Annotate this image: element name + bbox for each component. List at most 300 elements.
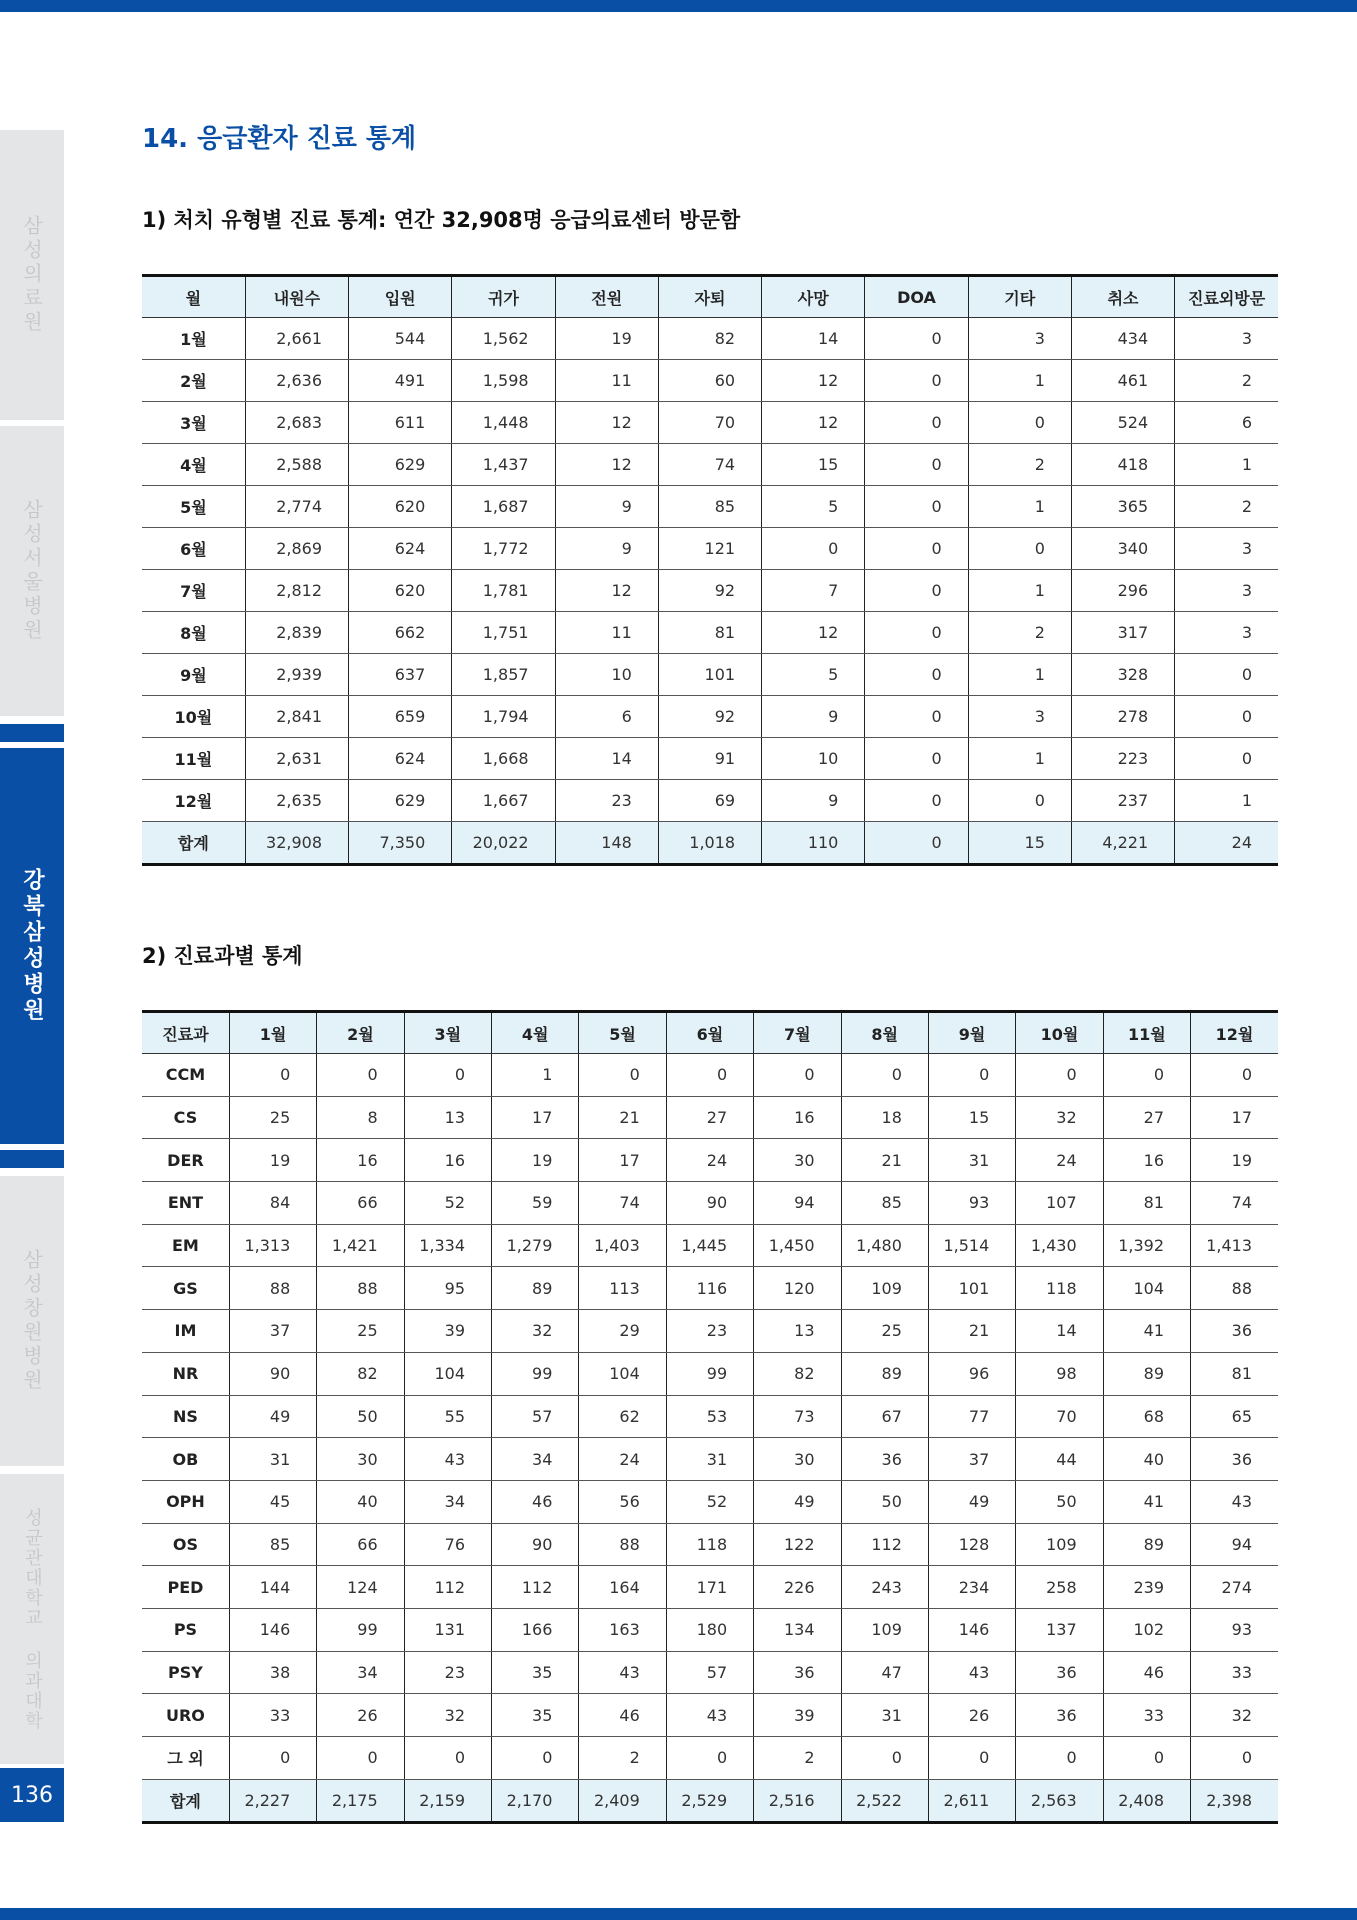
table-cell: 1,562 [452,318,555,360]
row-label: 1월 [142,318,245,360]
column-header: 12월 [1191,1012,1279,1054]
table-cell: 53 [666,1395,753,1438]
table-cell: 118 [666,1523,753,1566]
table-cell: 226 [754,1566,841,1609]
table-cell: 70 [658,402,761,444]
table-cell: 73 [754,1395,841,1438]
table-cell: 2,170 [492,1779,579,1823]
table-cell: 37 [928,1438,1015,1481]
table-cell: 70 [1016,1395,1103,1438]
table-cell: 0 [404,1737,491,1780]
table-cell: 45 [229,1480,316,1523]
table-cell: 88 [317,1267,404,1310]
table-cell: 39 [754,1694,841,1737]
table-cell: 2,869 [245,528,348,570]
row-label: IM [142,1310,229,1353]
table-cell: 3 [1175,318,1278,360]
table-cell: 31 [666,1438,753,1481]
table-row [142,318,1278,360]
table-cell: 50 [317,1395,404,1438]
table-cell: 89 [1103,1352,1190,1395]
bottom-accent-bar [0,1908,1357,1920]
table-cell: 37 [229,1310,316,1353]
table-cell: 29 [579,1310,666,1353]
table-cell: 0 [317,1737,404,1780]
row-label: 합계 [142,822,245,865]
row-label: NS [142,1395,229,1438]
table-cell: 88 [1191,1267,1279,1310]
table-row [142,528,1278,570]
table-cell: 1,279 [492,1224,579,1267]
table-cell: 2,611 [928,1779,1015,1823]
table-cell: 43 [579,1651,666,1694]
table-cell: 2,661 [245,318,348,360]
table-cell: 81 [658,612,761,654]
table-cell: 41 [1103,1310,1190,1353]
table-cell: 1,421 [317,1224,404,1267]
column-header: 7월 [754,1012,841,1054]
table-cell: 0 [666,1054,753,1097]
table-cell: 24 [579,1438,666,1481]
table-cell: 0 [1191,1737,1279,1780]
table-cell: 99 [492,1352,579,1395]
table-cell: 0 [865,318,968,360]
table-cell: 146 [928,1608,1015,1651]
table-cell: 32 [492,1310,579,1353]
table-cell: 77 [928,1395,1015,1438]
table-cell: 0 [865,486,968,528]
table-cell: 1 [492,1054,579,1097]
table-cell: 2,408 [1103,1779,1190,1823]
table-cell: 2,588 [245,444,348,486]
table-cell: 1,018 [658,822,761,865]
table-cell: 662 [349,612,452,654]
table-cell: 9 [555,486,658,528]
table-row [142,1352,1278,1395]
table-row [142,1139,1278,1182]
table-cell: 50 [1016,1480,1103,1523]
table-cell: 92 [658,570,761,612]
column-header: 진료외방문 [1175,276,1278,318]
table-cell: 0 [928,1054,1015,1097]
table-cell: 1,448 [452,402,555,444]
table-cell: 21 [841,1139,928,1182]
table-cell: 16 [317,1139,404,1182]
table-cell: 2,812 [245,570,348,612]
row-label: OPH [142,1480,229,1523]
table-cell: 44 [1016,1438,1103,1481]
table-cell: 171 [666,1566,753,1609]
table-cell: 36 [1016,1651,1103,1694]
row-label: CCM [142,1054,229,1097]
table-cell: 0 [492,1737,579,1780]
row-label: CS [142,1096,229,1139]
table-cell: 620 [349,486,452,528]
row-label: 9월 [142,654,245,696]
column-header: 11월 [1103,1012,1190,1054]
table-cell: 0 [229,1737,316,1780]
table-cell: 23 [555,780,658,822]
table-cell: 0 [841,1737,928,1780]
table-cell: 2 [968,444,1071,486]
table-cell: 62 [579,1395,666,1438]
column-header: 월 [142,276,245,318]
table-cell: 26 [317,1694,404,1737]
table-cell: 0 [404,1054,491,1097]
table-cell: 0 [865,612,968,654]
table-cell: 94 [754,1182,841,1225]
table-cell: 2,774 [245,486,348,528]
table-cell: 57 [492,1395,579,1438]
table-cell: 50 [841,1480,928,1523]
table-cell: 120 [754,1267,841,1310]
table-cell: 9 [555,528,658,570]
table-cell: 7,350 [349,822,452,865]
table-cell: 146 [229,1608,316,1651]
table-cell: 90 [229,1352,316,1395]
table-row [142,1310,1278,1353]
table-cell: 2,516 [754,1779,841,1823]
table-cell: 166 [492,1608,579,1651]
table-cell: 1,430 [1016,1224,1103,1267]
table-cell: 0 [1175,654,1278,696]
sidebar-item-kangbuk-samsung[interactable] [0,748,64,1144]
table-cell: 12 [555,444,658,486]
table-row [142,1523,1278,1566]
table-row [142,612,1278,654]
table-cell: 13 [404,1096,491,1139]
sidebar-item-skku-medicine[interactable] [0,1474,64,1764]
table-cell: 36 [841,1438,928,1481]
table-cell: 1,392 [1103,1224,1190,1267]
table-cell: 19 [492,1139,579,1182]
table-cell: 27 [666,1096,753,1139]
table-cell: 1,514 [928,1224,1015,1267]
table-row [142,444,1278,486]
table-cell: 620 [349,570,452,612]
table-cell: 38 [229,1651,316,1694]
row-label: 8월 [142,612,245,654]
table-row [142,696,1278,738]
table-cell: 24 [1016,1139,1103,1182]
row-label: 12월 [142,780,245,822]
table-cell: 90 [666,1182,753,1225]
sidebar-item-samsung-seoul[interactable] [0,426,64,716]
table-cell: 1,857 [452,654,555,696]
table-cell: 93 [1191,1608,1279,1651]
table-cell: 84 [229,1182,316,1225]
table-cell: 0 [1175,696,1278,738]
table-cell: 2,841 [245,696,348,738]
row-label: NR [142,1352,229,1395]
column-header: 4월 [492,1012,579,1054]
table-cell: 7 [762,570,865,612]
table-cell: 611 [349,402,452,444]
table-cell: 49 [754,1480,841,1523]
column-header: 전원 [555,276,658,318]
column-header: 내원수 [245,276,348,318]
table-row [142,654,1278,696]
table-cell: 6 [1175,402,1278,444]
table-row [142,1438,1278,1481]
table-row [142,1096,1278,1139]
table-total-row [142,1779,1278,1823]
table-cell: 0 [1103,1054,1190,1097]
table-cell: 1,772 [452,528,555,570]
table-cell: 91 [658,738,761,780]
table-cell: 144 [229,1566,316,1609]
table-cell: 237 [1071,780,1174,822]
table-cell: 10 [555,654,658,696]
table-cell: 32 [1016,1096,1103,1139]
table-cell: 1 [968,738,1071,780]
table-cell: 0 [865,696,968,738]
table-cell: 81 [1191,1352,1279,1395]
table-cell: 19 [1191,1139,1279,1182]
table-cell: 43 [404,1438,491,1481]
table-cell: 1,667 [452,780,555,822]
table-cell: 113 [579,1267,666,1310]
row-label: 3월 [142,402,245,444]
table-cell: 0 [865,360,968,402]
sidebar-item-label: 삼성의료원 [19,215,44,335]
row-label: 그 외 [142,1737,229,1780]
sidebar-item-samsung-medical[interactable] [0,130,64,420]
table-cell: 27 [1103,1096,1190,1139]
table-cell: 82 [658,318,761,360]
table-cell: 0 [865,822,968,865]
table-cell: 2,839 [245,612,348,654]
table-cell: 47 [841,1651,928,1694]
table-cell: 104 [1103,1267,1190,1310]
table-cell: 15 [968,822,1071,865]
table-cell: 637 [349,654,452,696]
table-cell: 101 [658,654,761,696]
table-cell: 5 [762,654,865,696]
row-label: 7월 [142,570,245,612]
table-cell: 52 [666,1480,753,1523]
table-cell: 30 [754,1139,841,1182]
table-cell: 39 [404,1310,491,1353]
table-cell: 180 [666,1608,753,1651]
table-cell: 2,636 [245,360,348,402]
row-label: 합계 [142,1779,229,1823]
sidebar-divider [0,1150,64,1168]
column-header: DOA [865,276,968,318]
table-cell: 101 [928,1267,1015,1310]
row-label: 10월 [142,696,245,738]
table-cell: 30 [317,1438,404,1481]
table-cell: 2,635 [245,780,348,822]
table-cell: 33 [1191,1651,1279,1694]
table-cell: 92 [658,696,761,738]
table-cell: 365 [1071,486,1174,528]
table-cell: 102 [1103,1608,1190,1651]
column-header: 입원 [349,276,452,318]
table-cell: 296 [1071,570,1174,612]
table-cell: 131 [404,1608,491,1651]
table-cell: 524 [1071,402,1174,444]
table-cell: 43 [1191,1480,1279,1523]
department-table [142,1010,1278,1824]
table-cell: 2,939 [245,654,348,696]
table-cell: 31 [229,1438,316,1481]
table-row [142,738,1278,780]
table-cell: 13 [754,1310,841,1353]
table-cell: 107 [1016,1182,1103,1225]
table-cell: 33 [1103,1694,1190,1737]
table-cell: 3 [968,318,1071,360]
column-header: 5월 [579,1012,666,1054]
table-cell: 1 [968,654,1071,696]
column-header: 귀가 [452,276,555,318]
table-cell: 31 [841,1694,928,1737]
treatment-type-table [142,274,1278,866]
table-row [142,1267,1278,1310]
table-row [142,486,1278,528]
table-cell: 14 [1016,1310,1103,1353]
table-cell: 0 [865,444,968,486]
table-cell: 0 [865,654,968,696]
table-cell: 74 [1191,1182,1279,1225]
page-title: 14. 응급환자 진료 통계 [142,124,417,154]
sidebar-item-samsung-changwon[interactable] [0,1176,64,1466]
table-cell: 82 [754,1352,841,1395]
table-cell: 0 [968,528,1071,570]
table-cell: 96 [928,1352,1015,1395]
table-cell: 23 [404,1651,491,1694]
column-header: 8월 [841,1012,928,1054]
table-cell: 122 [754,1523,841,1566]
table-cell: 1,445 [666,1224,753,1267]
table-cell: 6 [555,696,658,738]
table-cell: 35 [492,1694,579,1737]
table-cell: 1 [1175,780,1278,822]
sidebar-divider [0,724,64,742]
table-cell: 12 [555,570,658,612]
table-total-row [142,822,1278,865]
table-cell: 30 [754,1438,841,1481]
table-cell: 26 [928,1694,1015,1737]
table-cell: 1,403 [579,1224,666,1267]
table-cell: 85 [658,486,761,528]
table-cell: 234 [928,1566,1015,1609]
table-cell: 163 [579,1608,666,1651]
table-cell: 11 [555,612,658,654]
table-cell: 60 [658,360,761,402]
table-cell: 0 [229,1054,316,1097]
table-cell: 81 [1103,1182,1190,1225]
table-cell: 2 [1175,360,1278,402]
table-cell: 89 [492,1267,579,1310]
table-cell: 2 [579,1737,666,1780]
table-cell: 94 [1191,1523,1279,1566]
table-cell: 1 [968,570,1071,612]
table-cell: 98 [1016,1352,1103,1395]
table-cell: 2,631 [245,738,348,780]
table-cell: 3 [1175,612,1278,654]
row-label: 2월 [142,360,245,402]
table-cell: 624 [349,738,452,780]
table-cell: 25 [317,1310,404,1353]
table-cell: 223 [1071,738,1174,780]
table-row [142,360,1278,402]
row-label: PSY [142,1651,229,1694]
table-cell: 82 [317,1352,404,1395]
column-header: 기타 [968,276,1071,318]
table-cell: 16 [1103,1139,1190,1182]
table-cell: 12 [762,402,865,444]
table-cell: 116 [666,1267,753,1310]
table-cell: 11 [555,360,658,402]
table-cell: 46 [492,1480,579,1523]
row-label: GS [142,1267,229,1310]
table-row [142,1651,1278,1694]
table-cell: 34 [404,1480,491,1523]
table-row [142,1395,1278,1438]
table-cell: 2,175 [317,1779,404,1823]
column-header: 2월 [317,1012,404,1054]
table-row [142,1224,1278,1267]
table-cell: 88 [229,1267,316,1310]
row-label: URO [142,1694,229,1737]
table-cell: 1,313 [229,1224,316,1267]
table-cell: 1 [968,360,1071,402]
table-cell: 66 [317,1523,404,1566]
table-cell: 0 [1016,1054,1103,1097]
table-cell: 24 [1175,822,1278,865]
table-cell: 74 [658,444,761,486]
column-header: 사망 [762,276,865,318]
table-cell: 340 [1071,528,1174,570]
table-cell: 109 [841,1267,928,1310]
table-cell: 110 [762,822,865,865]
section1-heading: 1) 처치 유형별 진료 통계: 연간 32,908명 응급의료센터 방문함 [142,208,741,232]
table-cell: 624 [349,528,452,570]
table-cell: 0 [968,402,1071,444]
table-cell: 12 [555,402,658,444]
row-label: 4월 [142,444,245,486]
table-cell: 104 [579,1352,666,1395]
table-cell: 46 [579,1694,666,1737]
table-cell: 164 [579,1566,666,1609]
table-cell: 10 [762,738,865,780]
table-cell: 0 [865,570,968,612]
table-row [142,1737,1278,1780]
row-label: OB [142,1438,229,1481]
page-number: 136 [0,1768,64,1822]
table-cell: 99 [666,1352,753,1395]
column-header: 1월 [229,1012,316,1054]
table-cell: 104 [404,1352,491,1395]
table-header-row [142,1012,1278,1054]
table-cell: 25 [841,1310,928,1353]
sidebar-item-label: 성균관대학교 의과대학 [22,1507,43,1731]
table-cell: 544 [349,318,452,360]
table-cell: 239 [1103,1566,1190,1609]
table-cell: 1,450 [754,1224,841,1267]
table-cell: 19 [555,318,658,360]
table-cell: 76 [404,1523,491,1566]
table-cell: 99 [317,1608,404,1651]
table-cell: 68 [1103,1395,1190,1438]
table-cell: 14 [762,318,865,360]
table-cell: 65 [1191,1395,1279,1438]
table-cell: 1,781 [452,570,555,612]
table-cell: 40 [1103,1438,1190,1481]
table-row [142,402,1278,444]
table-cell: 46 [1103,1651,1190,1694]
